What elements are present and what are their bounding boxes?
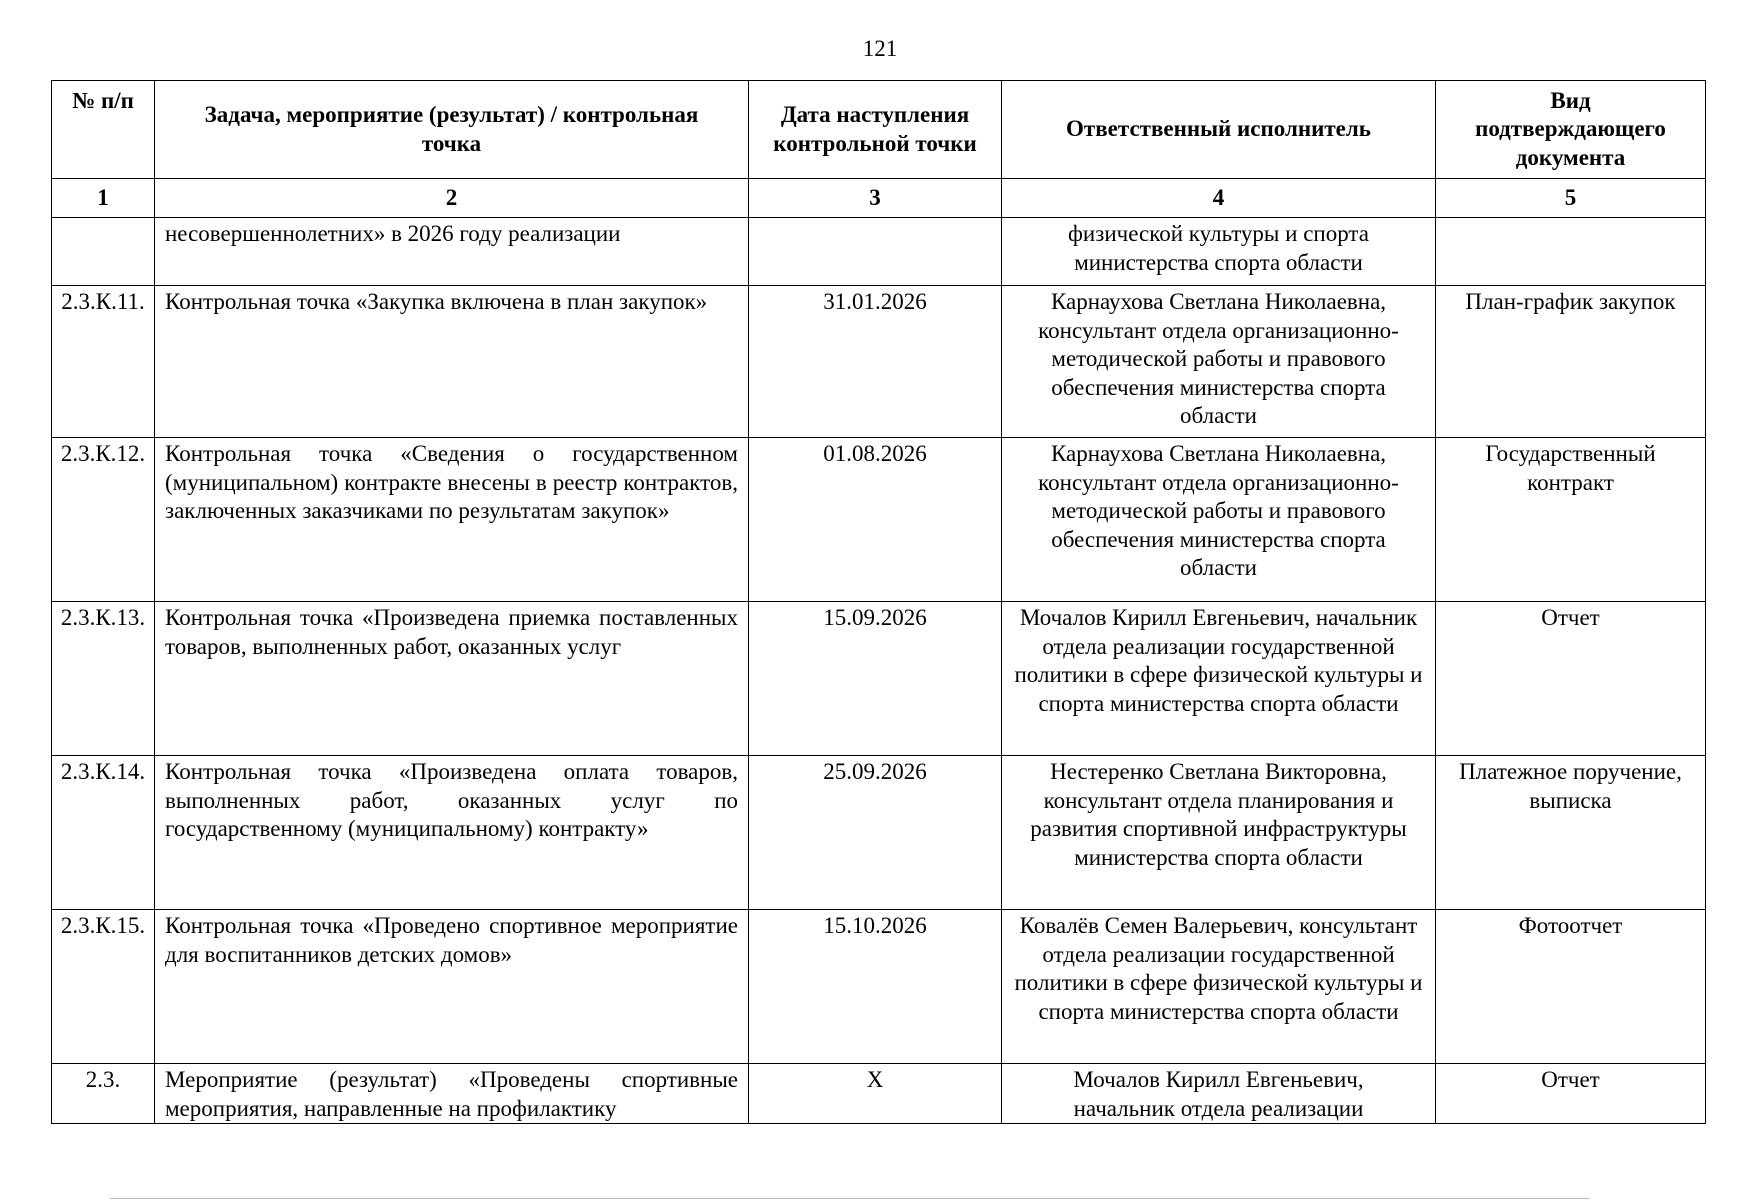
row-date: 31.01.2026	[749, 286, 1002, 438]
row-number: 2.3.К.14.	[52, 756, 155, 910]
row-responsible: Карнаухова Светлана Николаевна, консультант отдела организационно-методической работы и правового обеспечения министерства спорта области	[1002, 286, 1436, 438]
row-task: Контрольная точка «Произведена приемка поставленных товаров, выполненных работ, оказанных услуг	[155, 602, 749, 756]
row-task: Мероприятие (результат) «Проведены спортивные мероприятия, направленные на профилактику	[155, 1064, 749, 1124]
row-document: План-график закупок	[1436, 286, 1706, 438]
row-date: 15.10.2026	[749, 910, 1002, 1064]
row-number: 2.3.К.15.	[52, 910, 155, 1064]
row-number: 2.3.К.12.	[52, 438, 155, 602]
row-document: Государственный контракт	[1436, 438, 1706, 602]
footer-rule	[110, 1198, 1590, 1199]
control-points-table	[51, 80, 1706, 1124]
row-date	[749, 218, 1002, 286]
table-row	[52, 218, 1706, 286]
row-task: Контрольная точка «Закупка включена в план закупок»	[155, 286, 749, 438]
table-row	[52, 1064, 1706, 1124]
row-responsible: Нестеренко Светлана Викторовна, консультант отдела планирования и развития спортивной инфраструктуры министерства спорта области	[1002, 756, 1436, 910]
row-task: несовершеннолетних» в 2026 году реализации	[155, 218, 749, 286]
column-numbers-row	[52, 179, 1706, 218]
table-row	[52, 910, 1706, 1064]
row-responsible: Ковалёв Семен Валерьевич, консультант отдела реализации государственной политики в сфере физической культуры и спорта министерства спорта области	[1002, 910, 1436, 1064]
column-number: 5	[1436, 179, 1706, 218]
row-task: Контрольная точка «Произведена оплата товаров, выполненных работ, оказанных услуг по государственному (муниципальному) контракту»	[155, 756, 749, 910]
header-date: Дата наступления контрольной точки	[749, 81, 1002, 179]
header-task: Задача, мероприятие (результат) / контрольная точка	[155, 81, 749, 179]
table-row	[52, 286, 1706, 438]
row-responsible: Мочалов Кирилл Евгеньевич, начальник отдела реализации государственной политики в сфере физической культуры и спорта министерства спорта области	[1002, 602, 1436, 756]
row-date: 25.09.2026	[749, 756, 1002, 910]
table-row	[52, 438, 1706, 602]
row-date: X	[749, 1064, 1002, 1124]
page-number: 121	[862, 36, 898, 61]
header-row	[52, 81, 1706, 179]
row-document: Отчет	[1436, 602, 1706, 756]
header-document: Вид подтверждающего документа	[1436, 81, 1706, 179]
row-task: Контрольная точка «Проведено спортивное мероприятие для воспитанников детских домов»	[155, 910, 749, 1064]
row-responsible: Карнаухова Светлана Николаевна, консультант отдела организационно-методической работы и правового обеспечения министерства спорта области	[1002, 438, 1436, 602]
table-row	[52, 602, 1706, 756]
header-responsible: Ответственный исполнитель	[1002, 81, 1436, 179]
row-responsible: физической культуры и спорта министерства спорта области	[1002, 218, 1436, 286]
row-number: 2.3.	[52, 1064, 155, 1124]
row-responsible: Мочалов Кирилл Евгеньевич, начальник отдела реализации	[1002, 1064, 1436, 1124]
row-number	[52, 218, 155, 286]
row-task: Контрольная точка «Сведения о государственном (муниципальном) контракте внесены в реестр контрактов, заключенных заказчиками по результатам закупок»	[155, 438, 749, 602]
header-no: № п/п	[52, 81, 155, 179]
row-number: 2.3.К.13.	[52, 602, 155, 756]
column-number: 2	[155, 179, 749, 218]
row-document	[1436, 218, 1706, 286]
column-number: 4	[1002, 179, 1436, 218]
row-date: 01.08.2026	[749, 438, 1002, 602]
row-document: Платежное поручение, выписка	[1436, 756, 1706, 910]
table-row	[52, 756, 1706, 910]
row-document: Отчет	[1436, 1064, 1706, 1124]
row-number: 2.3.К.11.	[52, 286, 155, 438]
column-number: 1	[52, 179, 155, 218]
column-number: 3	[749, 179, 1002, 218]
row-document: Фотоотчет	[1436, 910, 1706, 1064]
row-date: 15.09.2026	[749, 602, 1002, 756]
